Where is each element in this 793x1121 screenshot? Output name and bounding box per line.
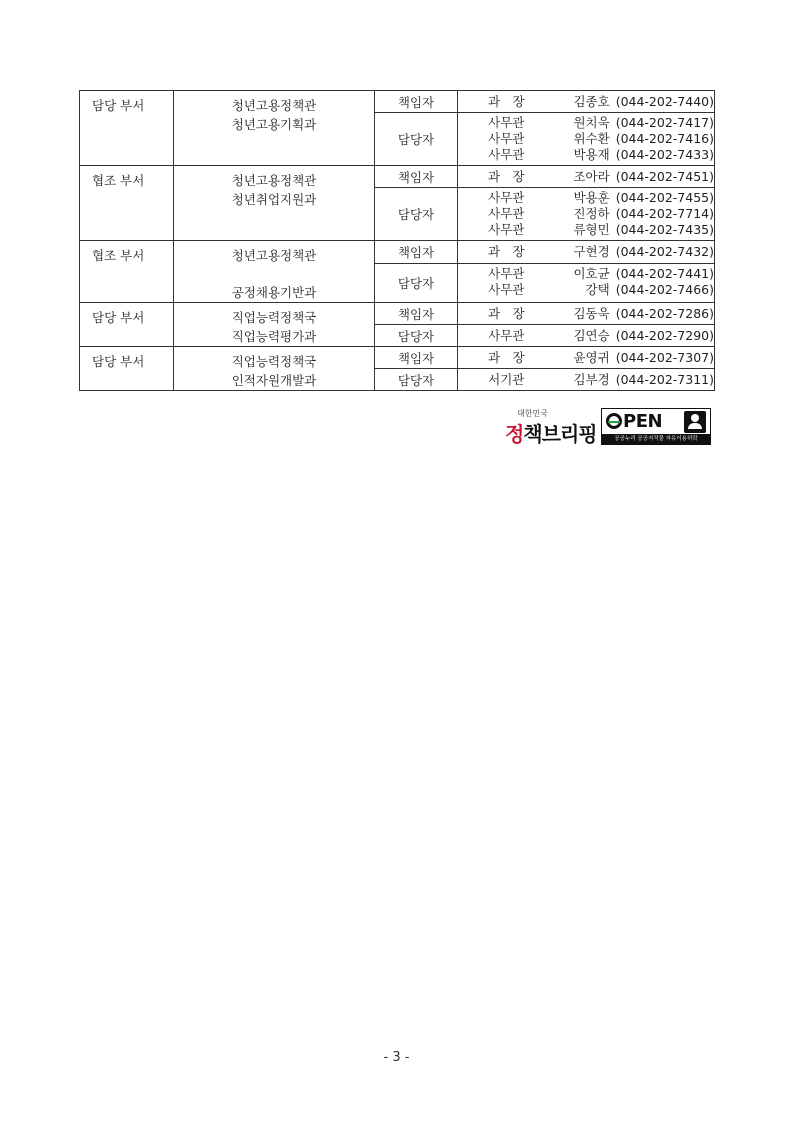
person-name: 이호균 (573, 266, 610, 282)
department-line: 공정채용기반과 (231, 285, 317, 300)
person-name: 조아라 (573, 169, 610, 184)
person-phone: (044-202-7433) (615, 147, 714, 162)
responsible-people-list (458, 241, 714, 262)
person-row (458, 94, 714, 110)
responsible-people-cell (458, 347, 715, 369)
person-row (458, 147, 714, 163)
person-position: 과 장 (487, 306, 525, 321)
responsible-people-list (458, 347, 714, 368)
person-phone: (044-202-7290) (615, 328, 714, 343)
responsible-people-cell (458, 303, 715, 325)
department-name (174, 347, 375, 391)
responsible-people-cell (458, 91, 715, 113)
staff-label: 담당자 (375, 325, 458, 347)
briefing-logo-title: 정책브리핑 (505, 422, 597, 446)
department-name (174, 241, 375, 303)
staff-label: 담당자 (375, 113, 458, 166)
person-position: 사무관 (488, 190, 525, 205)
person-name: 김부경 (573, 372, 610, 387)
department-role: 담당 부서 (80, 91, 174, 166)
person-row (458, 222, 714, 238)
department-name (174, 166, 375, 241)
department-role: 협조 부서 (80, 166, 174, 241)
contact-group-row (80, 241, 715, 264)
person-phone: (044-202-7455) (615, 190, 714, 205)
person-position: 과 장 (487, 169, 525, 184)
person-row (458, 131, 714, 147)
person-position: 사무관 (488, 266, 525, 282)
department-name (174, 303, 375, 347)
person-name: 구현경 (573, 244, 610, 259)
person-row (458, 169, 714, 185)
person-phone: (044-202-7714) (615, 206, 714, 221)
responsible-label: 책임자 (375, 166, 458, 188)
person-name: 류형민 (573, 222, 610, 237)
person-row (458, 306, 714, 322)
person-phone: (044-202-7441) (615, 266, 714, 282)
staff-people-cell (458, 264, 715, 303)
contact-group-row (80, 347, 715, 369)
person-phone: (044-202-7416) (615, 131, 714, 146)
person-phone: (044-202-7432) (615, 244, 714, 259)
person-phone: (044-202-7440) (615, 94, 714, 109)
responsible-people-list (458, 303, 714, 324)
person-phone: (044-202-7417) (615, 115, 714, 130)
department-line: 청년고용정책관 (231, 248, 317, 263)
department-name (174, 91, 375, 166)
open-license-bar: 공공누리 공공저작물 자유이용허락 (602, 434, 710, 444)
responsible-people-list (458, 91, 714, 112)
staff-people-list (458, 325, 714, 346)
department-line: 청년취업지원과 (231, 192, 317, 207)
responsible-people-cell (458, 166, 715, 188)
person-row (458, 372, 714, 388)
staff-people-cell (458, 188, 715, 241)
department-line: 인적자원개발과 (231, 373, 317, 388)
person-row (458, 206, 714, 222)
person-name: 진정하 (573, 206, 610, 221)
staff-people-list (458, 188, 714, 240)
person-position: 과 장 (487, 94, 525, 109)
person-name: 박용훈 (573, 190, 610, 205)
person-phone: (044-202-7466) (615, 282, 714, 298)
person-position: 과 장 (487, 244, 525, 259)
person-name: 김종호 (573, 94, 610, 109)
responsible-label: 책임자 (375, 91, 458, 113)
person-phone: (044-202-7307) (615, 350, 714, 365)
contact-group-row (80, 303, 715, 325)
department-line: 청년고용정책관 (231, 98, 317, 113)
responsible-label: 책임자 (375, 303, 458, 325)
contact-group-row (80, 166, 715, 188)
staff-people-cell (458, 369, 715, 391)
contact-table (79, 90, 715, 391)
person-name: 원치욱 (573, 115, 610, 130)
contact-group-row (80, 91, 715, 113)
department-line: 직업능력정책국 (231, 310, 317, 325)
person-name: 김연승 (573, 328, 610, 343)
staff-people-cell (458, 325, 715, 347)
person-position: 사무관 (488, 115, 525, 130)
person-position: 사무관 (488, 222, 525, 237)
department-line: 직업능력정책국 (231, 354, 317, 369)
open-o-icon (606, 413, 622, 429)
responsible-label: 책임자 (375, 241, 458, 264)
person-position: 서기관 (488, 372, 525, 387)
person-row (458, 328, 714, 344)
footer-logos (505, 408, 715, 446)
person-phone: (044-202-7435) (615, 222, 714, 237)
department-role: 협조 부서 (80, 241, 174, 303)
department-role: 담당 부서 (80, 303, 174, 347)
person-position: 과 장 (487, 350, 525, 365)
policy-briefing-logo (505, 408, 597, 446)
kogl-open-logo (601, 408, 711, 445)
staff-people-list (458, 113, 714, 165)
department-line: 청년고용기획과 (231, 117, 317, 132)
person-row (458, 350, 714, 366)
department-line: 직업능력평가과 (231, 329, 317, 344)
person-row (458, 244, 714, 260)
staff-people-cell (458, 113, 715, 166)
person-name: 김동욱 (573, 306, 610, 321)
page-number: - 3 - (383, 1050, 410, 1065)
person-name: 강택 (585, 282, 610, 298)
person-name: 박용재 (573, 147, 610, 162)
department-role: 담당 부서 (80, 347, 174, 391)
attribution-person-icon (684, 411, 706, 433)
department-line: 청년고용정책관 (231, 173, 317, 188)
person-phone: (044-202-7286) (615, 306, 714, 321)
person-position: 사무관 (488, 282, 525, 298)
person-row (458, 190, 714, 206)
responsible-people-cell (458, 241, 715, 264)
person-row (458, 115, 714, 131)
briefing-logo-subtitle: 대한민국 (517, 409, 548, 418)
person-phone: (044-202-7311) (615, 372, 714, 387)
open-wordmark: PEN (606, 411, 662, 432)
staff-label: 담당자 (375, 188, 458, 241)
person-position: 사무관 (488, 131, 525, 146)
person-row (458, 282, 714, 298)
responsible-label: 책임자 (375, 347, 458, 369)
staff-label: 담당자 (375, 369, 458, 391)
staff-label: 담당자 (375, 264, 458, 303)
person-position: 사무관 (488, 328, 525, 343)
responsible-people-list (458, 166, 714, 187)
person-position: 사무관 (488, 206, 525, 221)
person-name: 윤영귀 (573, 350, 610, 365)
person-name: 위수환 (573, 131, 610, 146)
staff-people-list (458, 264, 714, 300)
staff-people-list (458, 369, 714, 390)
person-position: 사무관 (488, 147, 525, 162)
person-phone: (044-202-7451) (615, 169, 714, 184)
person-row (458, 266, 714, 282)
